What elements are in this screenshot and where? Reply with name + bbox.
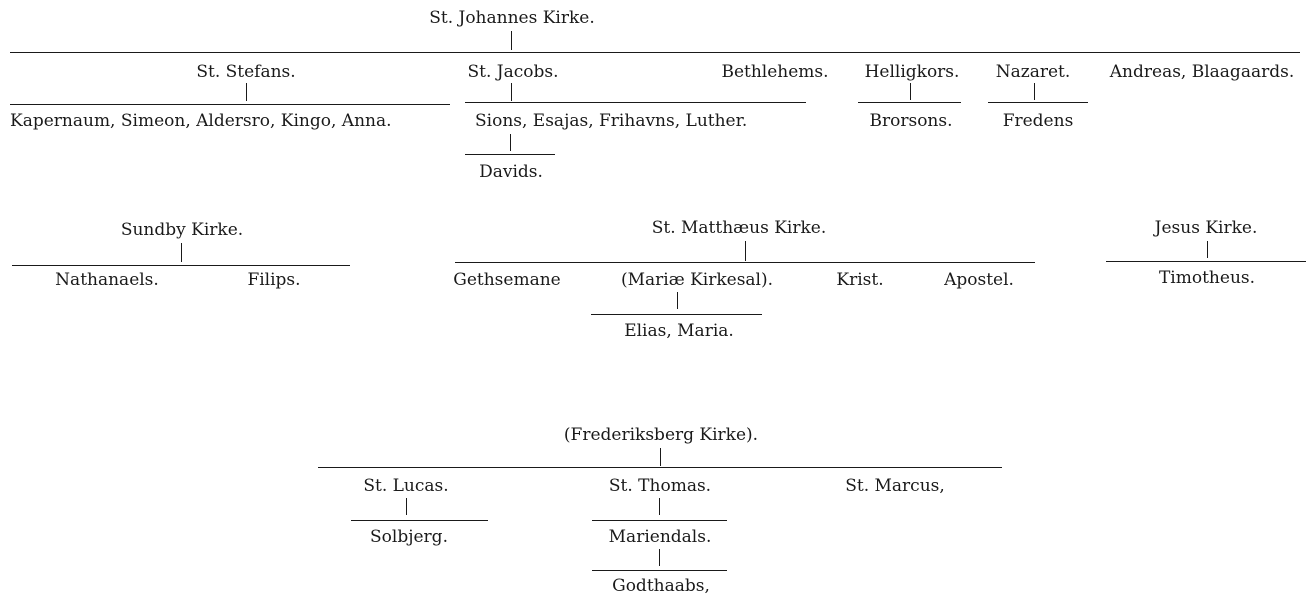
node-frederiksberg-kirke: (Frederiksberg Kirke).	[563, 425, 759, 445]
connector	[511, 83, 512, 101]
connector	[745, 241, 746, 261]
connector	[1207, 241, 1208, 258]
branch-line	[465, 154, 555, 155]
connector	[659, 498, 660, 515]
node-jacobs-children: Sions, Esajas, Frihavns, Luther.	[475, 111, 748, 131]
node-godthaabs: Godthaabs,	[612, 576, 710, 596]
branch-line	[12, 265, 350, 266]
node-nazaret: Nazaret.	[995, 62, 1071, 82]
node-gethsemane: Gethsemane	[453, 270, 561, 290]
node-st-lucas: St. Lucas.	[363, 476, 449, 496]
connector	[677, 292, 678, 309]
node-bethlehems: Bethlehems.	[721, 62, 829, 82]
node-st-marcus: St. Marcus,	[845, 476, 945, 496]
node-timotheus: Timotheus.	[1158, 268, 1256, 288]
connector	[510, 134, 511, 151]
node-st-stefans: St. Stefans.	[196, 62, 296, 82]
node-andreas-blaagaards: Andreas, Blaagaards.	[1109, 62, 1295, 82]
node-elias-maria: Elias, Maria.	[624, 321, 734, 341]
node-sundby-kirke: Sundby Kirke.	[120, 220, 244, 240]
node-davids: Davids.	[479, 162, 543, 182]
connector	[181, 243, 182, 262]
node-solbjerg: Solbjerg.	[370, 527, 448, 547]
connector	[511, 31, 512, 50]
node-brorsons: Brorsons.	[869, 111, 953, 131]
branch-line	[10, 52, 1300, 53]
branch-line	[591, 314, 762, 315]
node-st-jacobs: St. Jacobs.	[467, 62, 559, 82]
node-st-thomas: St. Thomas.	[608, 476, 712, 496]
branch-line	[592, 520, 727, 521]
node-helligkors: Helligkors.	[864, 62, 960, 82]
branch-line	[455, 262, 1035, 263]
branch-line	[318, 467, 1002, 468]
connector	[246, 83, 247, 101]
connector	[660, 448, 661, 466]
node-fredens: Fredens	[1002, 111, 1074, 131]
node-st-matthaeus-kirke: St. Matthæus Kirke.	[651, 218, 827, 238]
branch-line	[988, 102, 1088, 103]
node-krist: Krist.	[836, 270, 884, 290]
node-mariae-kirkesal: (Mariæ Kirkesal).	[620, 270, 774, 290]
connector	[659, 549, 660, 566]
branch-line	[592, 570, 727, 571]
connector	[1034, 83, 1035, 100]
branch-line	[351, 520, 488, 521]
branch-line	[858, 102, 961, 103]
node-stefans-children: Kapernaum, Simeon, Aldersro, Kingo, Anna.	[10, 111, 392, 131]
node-jesus-kirke: Jesus Kirke.	[1154, 218, 1258, 238]
connector	[406, 498, 407, 515]
branch-line	[465, 102, 806, 103]
node-mariendals: Mariendals.	[608, 527, 712, 547]
node-apostel: Apostel.	[944, 270, 1014, 290]
node-st-johannes-kirke: St. Johannes Kirke.	[429, 8, 595, 28]
node-nathanaels: Nathanaels.	[55, 270, 159, 290]
branch-line	[1106, 261, 1306, 262]
node-filips: Filips.	[247, 270, 301, 290]
connector	[910, 83, 911, 100]
branch-line	[10, 104, 450, 105]
